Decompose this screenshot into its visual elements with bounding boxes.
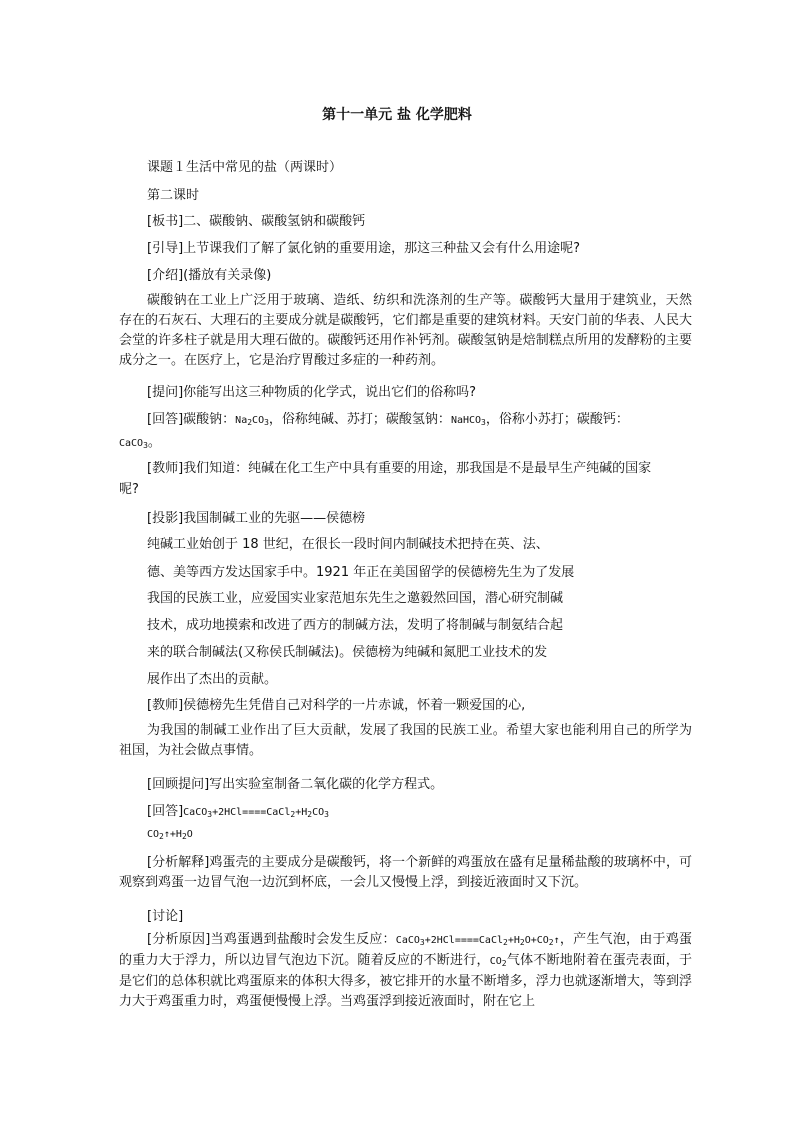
analysis-text: 鸡蛋壳的主要成分是碳酸钙，将一个新鲜的鸡蛋放在盛有足量稀盐酸的玻璃杯中，可观察到鸡蛋一边冒气泡一边沉到杯底，一会儿又慢慢上浮，到接近液面时又下沉。 xyxy=(119,855,692,890)
guide-line xyxy=(147,237,580,256)
eq-plus: + xyxy=(295,807,302,818)
answer-part2: ，俗称纯碱、苏打；碳酸氢钠： xyxy=(268,412,451,427)
board-text: 二、碳酸钠、碳酸氢钠和碳酸钙 xyxy=(183,214,366,229)
review-text: 写出实验室制备二氧化碳的化学方程式。 xyxy=(209,777,444,792)
formula-na2co3-text: $Na_2CO_3$ xyxy=(235,415,269,427)
reason-co2: $CO_2$ xyxy=(489,956,507,968)
period-label: 第二课时 xyxy=(147,188,200,203)
answer-part3: ，俗称小苏打；碳酸钙： xyxy=(485,412,629,427)
eq-h2co3: $H_2CO_3$ xyxy=(301,807,329,819)
board-label: [板书] xyxy=(147,214,184,229)
projection-label: [投影] xyxy=(147,511,184,526)
equation-products xyxy=(147,829,193,840)
projection-heading xyxy=(147,507,365,526)
teacher2-line xyxy=(147,694,525,713)
answer2-line xyxy=(147,800,329,819)
projection-line-6: 展作出了杰出的贡献。 xyxy=(147,672,278,687)
formula-caco3: CaCO$_3$ xyxy=(119,438,148,450)
teacher-line-2: 呢? xyxy=(119,482,139,497)
intro-label: [介绍] xyxy=(147,268,184,283)
teacher-text-1: 我们知道：纯碱在化工生产中具有重要的用途，那我国是不是最早生产纯碱的国家 xyxy=(183,461,652,476)
answer-line xyxy=(147,408,629,427)
equation-lhs xyxy=(183,807,329,818)
projection-line-2: 德、美等西方发达国家手中。1921 年正在美国留学的侯德榜先生为了发展 xyxy=(147,565,575,580)
reason-intro: 当鸡蛋遇到盐酸时会发生反应： xyxy=(210,932,396,947)
review-label: [回顾提问] xyxy=(147,777,210,792)
question-text: 你能写出这三种物质的化学式，说出它们的俗称吗? xyxy=(183,385,477,400)
answer-part1: 碳酸钠： xyxy=(183,412,236,427)
eq-co2: $CO_2$ xyxy=(147,829,164,841)
reason-label: [分析原因] xyxy=(147,932,211,947)
projection-line-5: 来的联合制碱法(又称侯氏制碱法)。侯德榜为纯碱和氮肥工业技术的发 xyxy=(147,645,548,660)
lesson-title: 课题１生活中常见的盐（两课时） xyxy=(147,160,343,175)
eq-cacl2: CaCl$_2$ xyxy=(266,807,296,819)
eq-plus-2hcl: +2HCl==== xyxy=(212,807,267,818)
formula-na2co3 xyxy=(235,415,269,426)
discussion-label: [讨论] xyxy=(147,909,184,924)
eq-arrow-h2o: $↑+H_2O$ xyxy=(163,829,193,841)
question-line xyxy=(147,381,476,400)
teacher-label: [教师] xyxy=(147,461,184,476)
question-label: [提问] xyxy=(147,385,184,400)
intro-line xyxy=(147,264,271,283)
teacher2-text: 侯德榜先生凭借自己对科学的一片赤诚，怀着一颗爱国的心, xyxy=(183,698,526,713)
guide-label: [引导] xyxy=(147,241,184,256)
reason-paragraph xyxy=(119,930,692,1012)
projection-line-3: 我国的民族工业，应爱国实业家范旭东先生之邀毅然回国，潜心研究制碱 xyxy=(147,591,564,606)
projection-line-1: 纯碱工业始创于 18 世纪，在很长一段时间内制碱技术把持在英、法、 xyxy=(147,537,549,552)
intro-paragraph: 碳酸钠在工业上广泛用于玻璃、造纸、纺织和洗涤剂的生产等。碳酸钙大量用于建筑业，天然存在的石灰石、大理石的主要成分就是碳酸钙，它们都是重要的建筑材料。天安门前的华表、人民大会堂的许多柱子就是用大理石做的。碳酸钙还用作补钙剂。碳酸氢钠是焙制糕点所用的发酵粉的主要成分之一。在医疗上，它是治疗胃酸过多症的一种药剂。 xyxy=(119,293,692,368)
formula-nahco3: NaHCO$_3$ xyxy=(450,415,486,427)
reason-after-eq: ，产生气泡，由于鸡蛋的重力大于浮力，所以边冒气泡边下沉。随着反应的不断进行， xyxy=(119,932,692,968)
reason-rest: 气体不断地附着在蛋壳表面，于是它们的总体积就比鸡蛋原来的体积大得多，被它排开的水量不断增多，浮力也就逐渐增大，等到浮力大于鸡蛋重力时，鸡蛋便慢慢上浮。当鸡蛋浮到接近液面时，附在它上 xyxy=(119,953,692,1009)
analysis-label: [分析解释] xyxy=(147,855,210,870)
intro-text: (播放有关录像) xyxy=(183,268,272,283)
reason-equation: $CaCO_3+2HCl====CaCl_2+H_2O+CO_2↑$ xyxy=(395,935,560,947)
answer-line-2 xyxy=(119,431,161,450)
teacher-line xyxy=(147,457,651,476)
answer-label: [回答] xyxy=(147,412,184,427)
analysis-paragraph xyxy=(119,853,692,893)
teacher2-label: [教师] xyxy=(147,698,184,713)
answer-end: 。 xyxy=(147,435,161,450)
page-title: 第十一单元 盐 化学肥料 xyxy=(322,107,472,123)
board-line xyxy=(147,210,365,229)
answer2-label: [回答] xyxy=(147,804,184,819)
projection-line-4: 技术，成功地摸索和改进了西方的制碱方法，发明了将制碱与制氨结合起 xyxy=(147,618,564,633)
guide-text: 上节课我们了解了氯化钠的重要用途，那这三种盐又会有什么用途呢? xyxy=(183,241,581,256)
review-line xyxy=(147,773,443,792)
teacher2-paragraph: 为我国的制碱工业作出了巨大贡献，发展了我国的民族工业。希望大家也能利用自己的所学为祖国，为社会做点事情。 xyxy=(119,723,692,758)
projection-text: 我国制碱工业的先驱——侯德榜 xyxy=(183,511,366,526)
eq-caco3: CaCO$_3$ xyxy=(183,807,213,819)
